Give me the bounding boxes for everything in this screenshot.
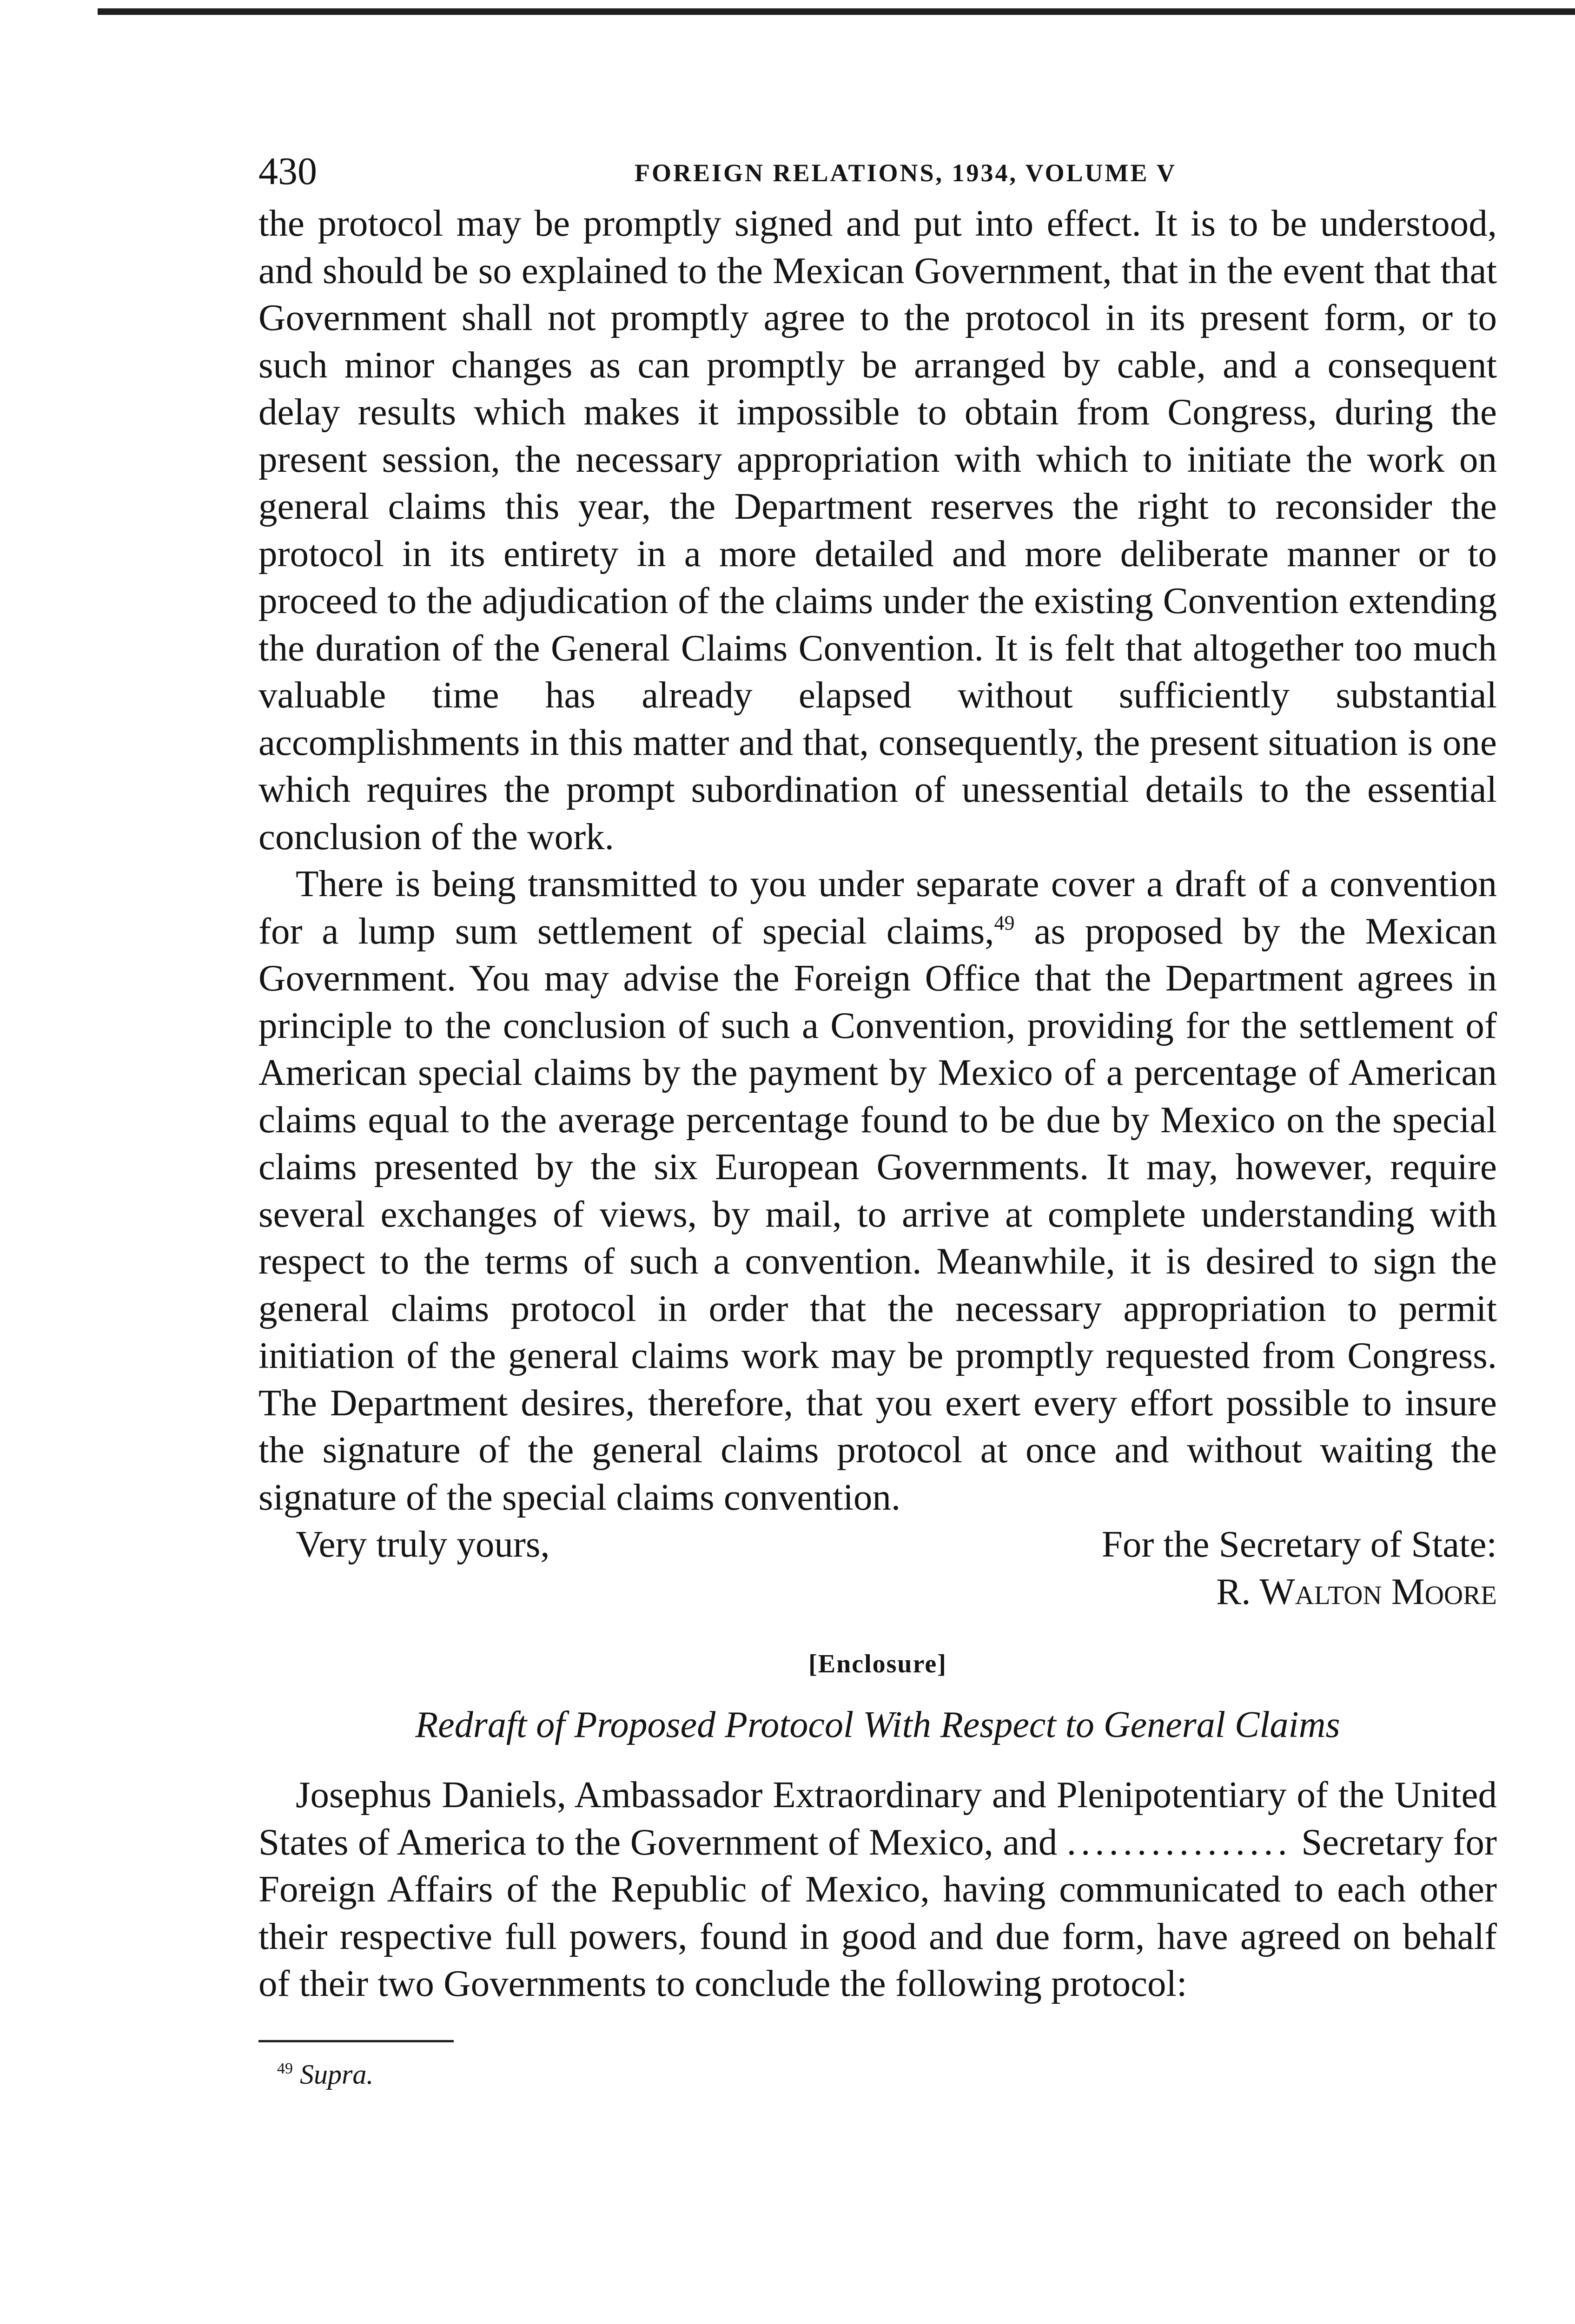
top-border-rule <box>98 8 1575 15</box>
protocol-text-a: Josephus Daniels, Ambassador Extraordinary and Plenipotentiary of the United States of America to the Government of Mexico, and <box>258 1774 1497 1863</box>
paragraph-2-text-b: as proposed by the Mexican Government. You may advise the Foreign Office that the Department agrees in principle to the conclusion of such a Convention, providing for the settlement of American special claims by the payment by Mexico of a percentage of American claims equal to the average percentage found to be due by Mexico on the special claims presented by the six European Governments. It may, however, require several exchanges of views, by mail, to arrive at complete understanding with respect to the terms of such a convention. Meanwhile, it is desired to sign the general claims protocol in order that the necessary appropriation to permit initiation of the general claims work may be promptly requested from Congress. The Department desires, therefore, that you exert every effort possible to insure the signature of the general claims protocol at once and without waiting the signature of the special claims convention. <box>258 910 1497 1518</box>
document-page <box>258 139 1497 2091</box>
footnote-text: Supra. <box>300 2059 374 2090</box>
for-secretary-line: For the Secretary of State: <box>1101 1523 1497 1565</box>
footnote-rule <box>258 2040 454 2042</box>
letter-closing <box>258 1521 1497 1615</box>
page-header <box>258 139 1497 200</box>
salutation: Very truly yours, <box>296 1523 550 1565</box>
enclosure-title: Redraft of Proposed Protocol With Respect to General Claims <box>415 1704 1340 1745</box>
signature: R. Walton Moore <box>1216 1570 1497 1612</box>
page-number: 430 <box>258 150 317 193</box>
running-title: FOREIGN RELATIONS, 1934, VOLUME V <box>634 159 1177 187</box>
body-paragraph-1: the protocol may be promptly signed and put into effect. It is to be understood, and should be so explained to the Mexican Government, that in the event that that Government shall not promptly agree to the protocol in its present form, or to such minor changes as can promptly be arranged by cable, and a consequent delay results which makes it impossible to obtain from Congress, during the present session, the necessary appropriation with which to initiate the work on general claims this year, the Department reserves the right to reconsider the protocol in its entirety in a more detailed and more deliberate manner or to proceed to the adjudication of the claims under the existing Convention extending the duration of the General Claims Convention. It is felt that altogether too much valuable time has already elapsed without sufficiently substantial accomplishments in this matter and that, consequently, the present situation is one which requires the prompt subordination of unessential details to the essential conclusion of the work. <box>258 202 1497 858</box>
protocol-text-b: Secretary for Foreign Affairs of the Republic of Mexico, having communicated to each other their respective full powers, found in good and due form, have agreed on behalf of their two Governments to conclude the following protocol: <box>258 1821 1497 2004</box>
footnote-reference: 49 <box>994 911 1015 934</box>
enclosure-label: [Enclosure] <box>808 1650 947 1678</box>
leader-dots: ................ <box>1066 1821 1292 1863</box>
paragraph-2-text-a: There is being transmitted to you under separate cover a draft of a convention for a lump sum settlement of special claims, <box>258 863 1497 952</box>
protocol-paragraph <box>258 1771 1497 2007</box>
body-paragraph-2 <box>258 860 1497 1521</box>
footnote-number: 49 <box>277 2060 293 2077</box>
footnote <box>277 2058 1497 2091</box>
